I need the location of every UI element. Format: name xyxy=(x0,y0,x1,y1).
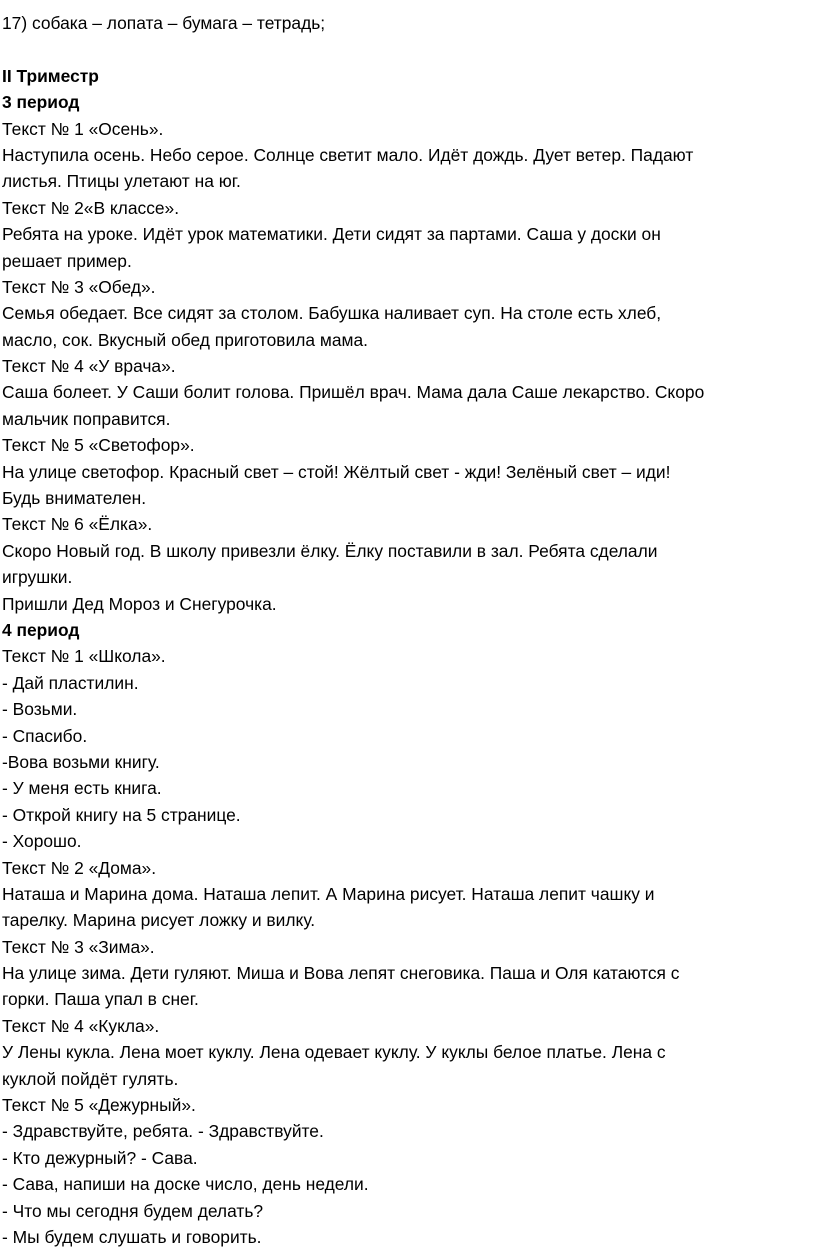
text-line: На улице светофор. Красный свет – стой! Жёлтый свет - жди! Зелёный свет – иди! xyxy=(2,461,671,482)
text-line: тарелку. Марина рисует ложку и вилку. xyxy=(2,910,316,931)
text-title: Текст № 4 «Кукла». xyxy=(2,1015,160,1036)
text-line: У Лены кукла. Лена моет куклу. Лена одевает куклу. У куклы белое платье. Лена с xyxy=(2,1042,666,1063)
text-line: - Спасибо. xyxy=(2,725,88,746)
text-line: Наташа и Марина дома. Наташа лепит. А Марина рисует. Наташа лепит чашку и xyxy=(2,883,655,904)
text-title: Текст № 5 «Дежурный». xyxy=(2,1095,196,1116)
text-line: Пришли Дед Мороз и Снегурочка. xyxy=(2,593,277,614)
text-title: Текст № 1 «Школа». xyxy=(2,646,166,667)
period-4-heading: 4 период xyxy=(2,619,80,640)
text-line: - Что мы сегодня будем делать? xyxy=(2,1200,264,1221)
text-title: Текст № 5 «Светофор». xyxy=(2,435,195,456)
text-line: - Кто дежурный? - Сава. xyxy=(2,1147,198,1168)
text-title: Текст № 2 «Дома». xyxy=(2,857,157,878)
text-line: решает пример. xyxy=(2,250,132,271)
text-line: Наступила осень. Небо серое. Солнце светит мало. Идёт дождь. Дует ветер. Падают xyxy=(2,144,694,165)
text-line: Скоро Новый год. В школу привезли ёлку. Ёлку поставили в зал. Ребята сделали xyxy=(2,540,658,561)
text-line: - Мы будем слушать и говорить. xyxy=(2,1226,262,1247)
text-title: Текст № 4 «У врача». xyxy=(2,356,176,377)
text-line: игрушки. xyxy=(2,567,73,588)
text-line: - Хорошо. xyxy=(2,831,82,852)
text-title: Текст № 3 «Обед». xyxy=(2,276,156,297)
text-line: Семья обедает. Все сидят за столом. Бабушка наливает суп. На столе есть хлеб, xyxy=(2,303,662,324)
text-title: Текст № 1 «Осень». xyxy=(2,118,164,139)
text-line: куклой пойдёт гулять. xyxy=(2,1068,179,1089)
text-title: Текст № 6 «Ёлка». xyxy=(2,514,153,535)
trimester-heading: II Триместр xyxy=(2,65,99,86)
text-line: Будь внимателен. xyxy=(2,488,147,509)
period-3-heading: 3 период xyxy=(2,92,80,113)
text-title: Текст № 3 «Зима». xyxy=(2,936,155,957)
text-line: листья. Птицы улетают на юг. xyxy=(2,171,241,192)
text-title: Текст № 2«В классе». xyxy=(2,197,180,218)
text-line: - Сава, напиши на доске число, день недели. xyxy=(2,1174,369,1195)
text-line: - Открой книгу на 5 странице. xyxy=(2,804,241,825)
text-line: мальчик поправится. xyxy=(2,408,171,429)
intro-line: 17) собака – лопата – бумага – тетрадь; xyxy=(2,13,326,33)
text-line: горки. Паша упал в снег. xyxy=(2,989,199,1010)
text-line: - Здравствуйте, ребята. - Здравствуйте. xyxy=(2,1121,324,1142)
blank-line xyxy=(2,36,816,62)
text-line: - У меня есть книга. xyxy=(2,778,162,799)
text-line: Саша болеет. У Саши болит голова. Пришёл врач. Мама дала Саше лекарство. Скоро xyxy=(2,382,705,403)
text-line: - Возьми. xyxy=(2,699,78,720)
text-line: масло, сок. Вкусный обед приготовила мама. xyxy=(2,329,368,350)
text-line: -Вова возьми книгу. xyxy=(2,751,160,772)
text-line: Ребята на уроке. Идёт урок математики. Дети сидят за партами. Саша у доски он xyxy=(2,224,661,245)
text-line: - Дай пластилин. xyxy=(2,672,139,693)
text-line: На улице зима. Дети гуляют. Миша и Вова лепят снеговика. Паша и Оля катаются с xyxy=(2,963,680,984)
